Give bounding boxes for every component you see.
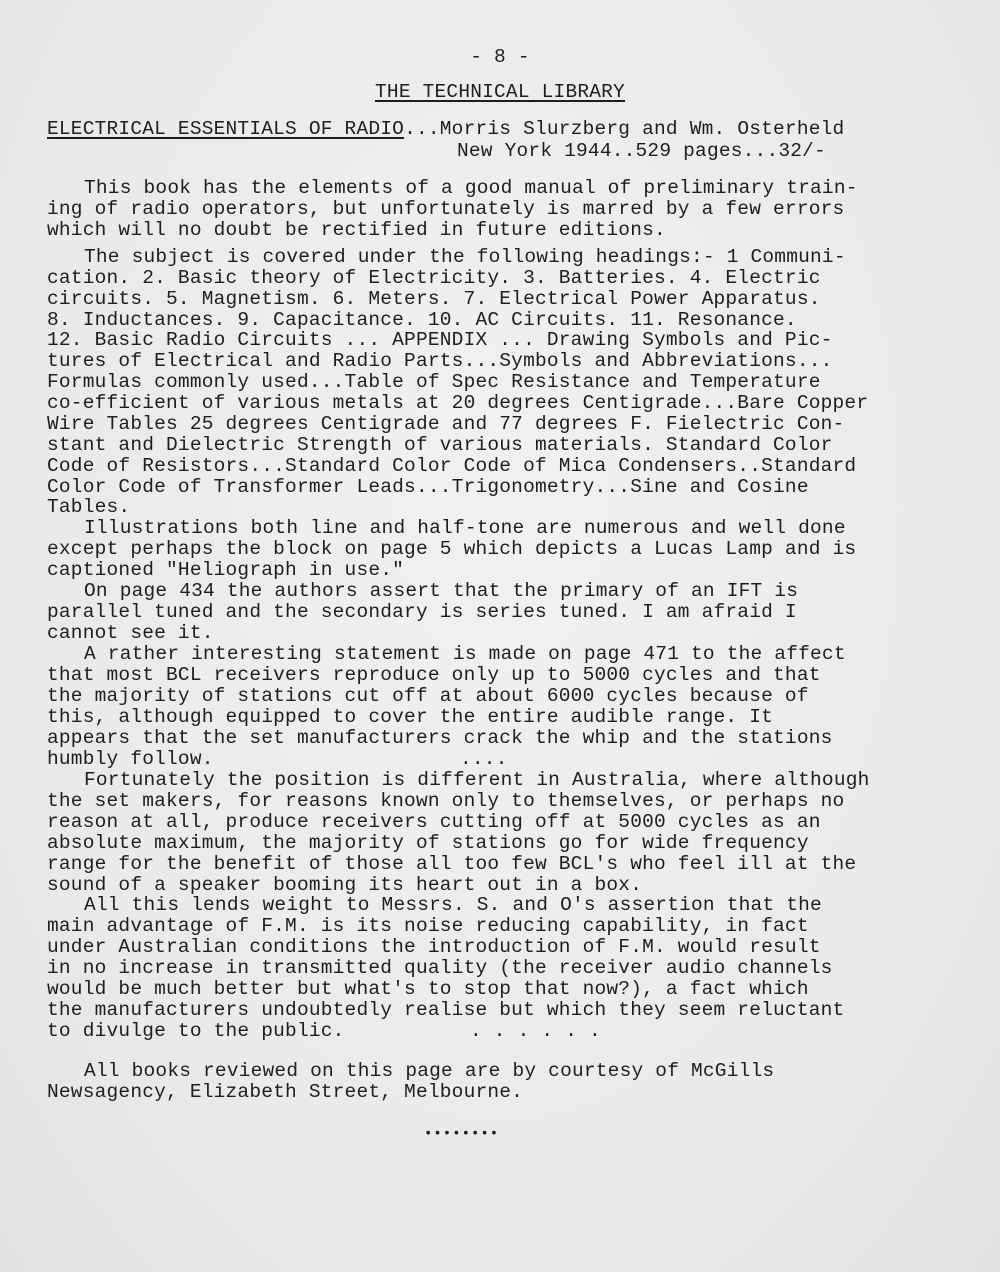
book-details: New York 1944..529 pages...32/- xyxy=(457,140,826,162)
body-line: All this lends weight to Messrs. S. and O's assertion that the xyxy=(84,894,822,916)
body-line: humbly follow. xyxy=(47,748,214,770)
body-line: cannot see it. xyxy=(47,622,214,644)
body-line: The subject is covered under the following headings:- 1 Communi- xyxy=(84,246,846,268)
body-line: reason at all, produce receivers cutting off at 5000 cycles as an xyxy=(47,811,821,833)
public-dots: . . . . . . xyxy=(470,1020,601,1042)
body-line: Color Code of Transformer Leads...Trigonometry...Sine and Cosine xyxy=(47,476,809,498)
body-line: appears that the set manufacturers crack the whip and the stations xyxy=(47,727,833,749)
body-line: tures of Electrical and Radio Parts...Symbols and Abbreviations... xyxy=(47,350,833,372)
body-line: sound of a speaker booming its heart out in a box. xyxy=(47,874,643,896)
body-line: absolute maximum, the majority of stations go for wide frequency xyxy=(47,832,809,854)
follow-dots: .... xyxy=(460,748,508,770)
body-line: that most BCL receivers reproduce only up to 5000 cycles and that xyxy=(47,664,821,686)
page-number: - 8 - xyxy=(470,46,530,68)
body-line: would be much better but what's to stop that now?), a fact which xyxy=(47,978,809,1000)
body-line: Formulas commonly used...Table of Spec Resistance and Temperature xyxy=(47,371,821,393)
body-line: which will no doubt be rectified in future editions. xyxy=(47,219,666,241)
body-line: On page 434 the authors assert that the primary of an IFT is xyxy=(84,580,799,602)
body-line: the set makers, for reasons known only to themselves, or perhaps no xyxy=(47,790,845,812)
body-line: This book has the elements of a good manual of preliminary train- xyxy=(84,177,858,199)
body-line: captioned "Heliograph in use." xyxy=(47,559,405,581)
body-line: stant and Dielectric Strength of various materials. Standard Color xyxy=(47,434,833,456)
body-line: A rather interesting statement is made on page 471 to the affect xyxy=(84,643,846,665)
body-line: Illustrations both line and half-tone are numerous and well done xyxy=(84,517,846,539)
body-line: All books reviewed on this page are by courtesy of McGills xyxy=(84,1060,775,1082)
body-line: parallel tuned and the secondary is series tuned. I am afraid I xyxy=(47,601,797,623)
body-line: in no increase in transmitted quality (the receiver audio channels xyxy=(47,957,833,979)
body-line: Tables. xyxy=(47,496,131,518)
body-line: this, although equipped to cover the entire audible range. It xyxy=(47,706,774,728)
body-line: ing of radio operators, but unfortunately is marred by a few errors xyxy=(47,198,845,220)
body-line: co-efficient of various metals at 20 degrees Centigrade...Bare Copper xyxy=(47,392,869,414)
body-line: Wire Tables 25 degrees Centigrade and 77 degrees F. Fielectric Con- xyxy=(47,413,845,435)
book-authors: ...Morris Slurzberg and Wm. Osterheld xyxy=(404,118,845,140)
page-title: THE TECHNICAL LIBRARY xyxy=(375,81,625,103)
body-line: main advantage of F.M. is its noise reducing capability, in fact xyxy=(47,915,809,937)
body-line: circuits. 5. Magnetism. 6. Meters. 7. Electrical Power Apparatus. xyxy=(47,288,821,310)
body-line: the majority of stations cut off at about 6000 cycles because of xyxy=(47,685,809,707)
book-heading xyxy=(47,119,844,140)
body-line: to divulge to the public. xyxy=(47,1020,345,1042)
body-line: under Australian conditions the introduction of F.M. would result xyxy=(47,936,821,958)
body-line: 8. Inductances. 9. Capacitance. 10. AC Circuits. 11. Resonance. xyxy=(47,309,797,331)
book-title: ELECTRICAL ESSENTIALS OF RADIO xyxy=(47,118,405,140)
body-line: 12. Basic Radio Circuits ... APPENDIX ... Drawing Symbols and Pic- xyxy=(47,329,833,351)
body-line: the manufacturers undoubtedly realise but which they seem reluctant xyxy=(47,999,845,1021)
end-mark: •••••••• xyxy=(424,1126,500,1142)
body-line: cation. 2. Basic theory of Electricity. 3. Batteries. 4. Electric xyxy=(47,267,821,289)
body-line: except perhaps the block on page 5 which depicts a Lucas Lamp and is xyxy=(47,538,857,560)
body-line: range for the benefit of those all too few BCL's who feel ill at the xyxy=(47,853,857,875)
body-line: Newsagency, Elizabeth Street, Melbourne. xyxy=(47,1081,524,1103)
body-line: Fortunately the position is different in Australia, where although xyxy=(84,769,870,791)
body-line: Code of Resistors...Standard Color Code of Mica Condensers..Standard xyxy=(47,455,857,477)
